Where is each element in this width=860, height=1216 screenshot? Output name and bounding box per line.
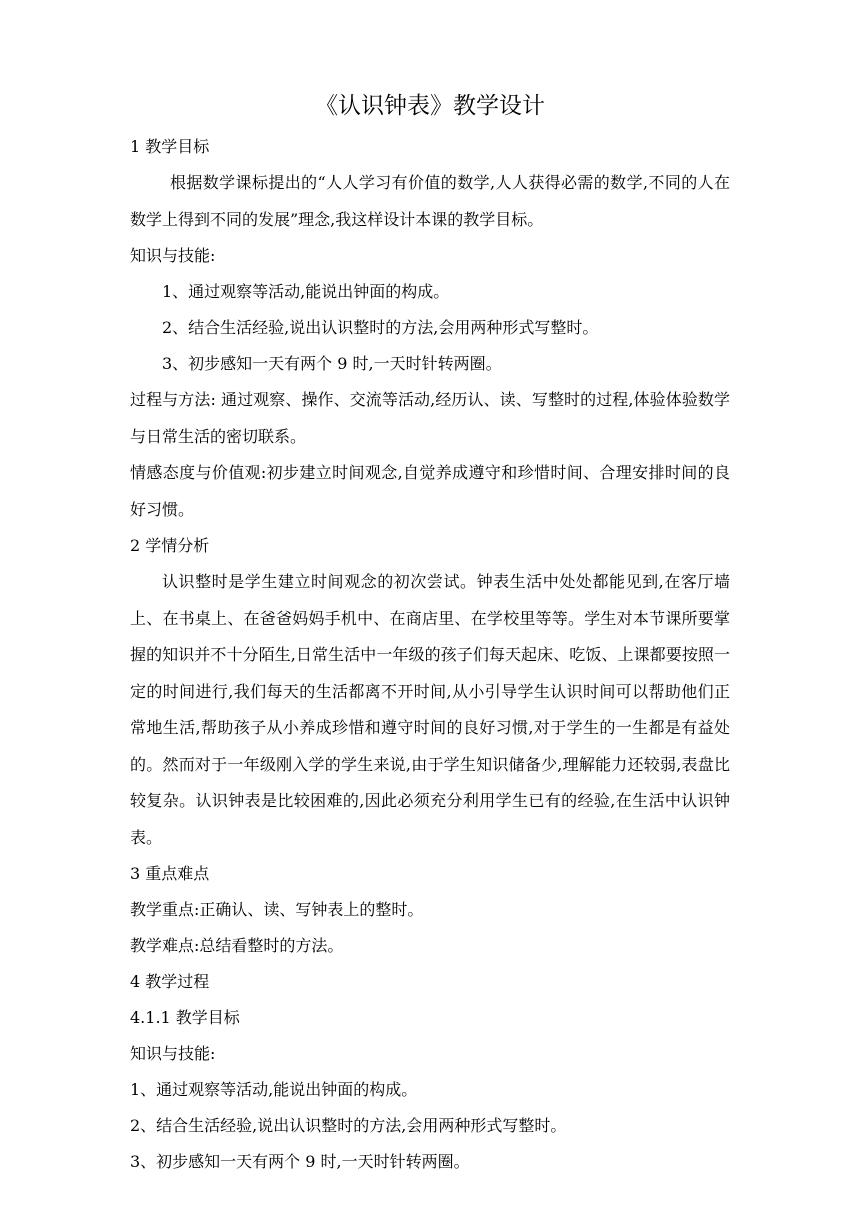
section-2-heading: 2 学情分析 [130,536,210,555]
section-4-skills-label: 知识与技能: [130,1044,216,1063]
section-4-skill-item: 2、结合生活经验,说出认识整时的方法,会用两种形式写整时。 [130,1116,567,1135]
section-4-heading: 4 教学过程 [130,972,210,991]
section-3-difficulty: 教学难点:总结看整时的方法。 [130,936,344,955]
section-1-skill-item: 1、通过观察等活动,能说出钟面的构成。 [162,282,450,301]
section-1-skill-item: 2、结合生活经验,说出认识整时的方法,会用两种形式写整时。 [162,318,599,337]
section-1-process: 过程与方法: 通过观察、操作、交流等活动,经历认、读、写整时的过程,体验体验数学与日常生活的密切联系。 [130,390,730,446]
section-2-body: 认识整时是学生建立时间观念的初次尝试。钟表生活中处处都能见到,在客厅墙上、在书桌上、在爸爸妈妈手机中、在商店里、在学校里等等。学生对本节课所要掌握的知识并不十分陌生,日常生活中一年级的孩子们每天起床、吃饭、上课都要按照一定的时间进行,我们每天的生活都离不开时间,从小引导学生认识时间可以帮助他们正常地生活,帮助孩子从小养成珍惜和遵守时间的良好习惯,对于学生的一生都是有益处的。然而对于一年级刚入学的学生来说,由于学生知识储备少,理解能力还较弱,表盘比较复杂。认识钟表是比较困难的,因此必须充分利用学生已有的经验,在生活中认识钟表。 [130,572,730,847]
section-1-heading: 1 教学目标 [130,137,210,156]
section-4-skill-item: 1、通过观察等活动,能说出钟面的构成。 [130,1080,418,1099]
document-title: 《认识钟表》教学设计 [315,93,545,119]
section-3-heading: 3 重点难点 [130,864,210,883]
section-1-skills-label: 知识与技能: [130,246,216,265]
section-3-key-point: 教学重点:正确认、读、写钟表上的整时。 [130,900,424,919]
section-1-intro: 根据数学课标提出的“人人学习有价值的数学,人人获得必需的数学,不同的人在数学上得到不同的发展”理念,我这样设计本课的教学目标。 [130,173,730,229]
section-1-skill-item: 3、初步感知一天有两个 9 时,一天时针转两圈。 [162,354,502,373]
section-1-attitude: 情感态度与价值观:初步建立时间观念,自觉养成遵守和珍惜时间、合理安排时间的良好习惯。 [130,463,730,519]
section-4-subheading: 4.1.1 教学目标 [130,1008,240,1027]
section-4-skill-item: 3、初步感知一天有两个 9 时,一天时针转两圈。 [130,1152,470,1171]
